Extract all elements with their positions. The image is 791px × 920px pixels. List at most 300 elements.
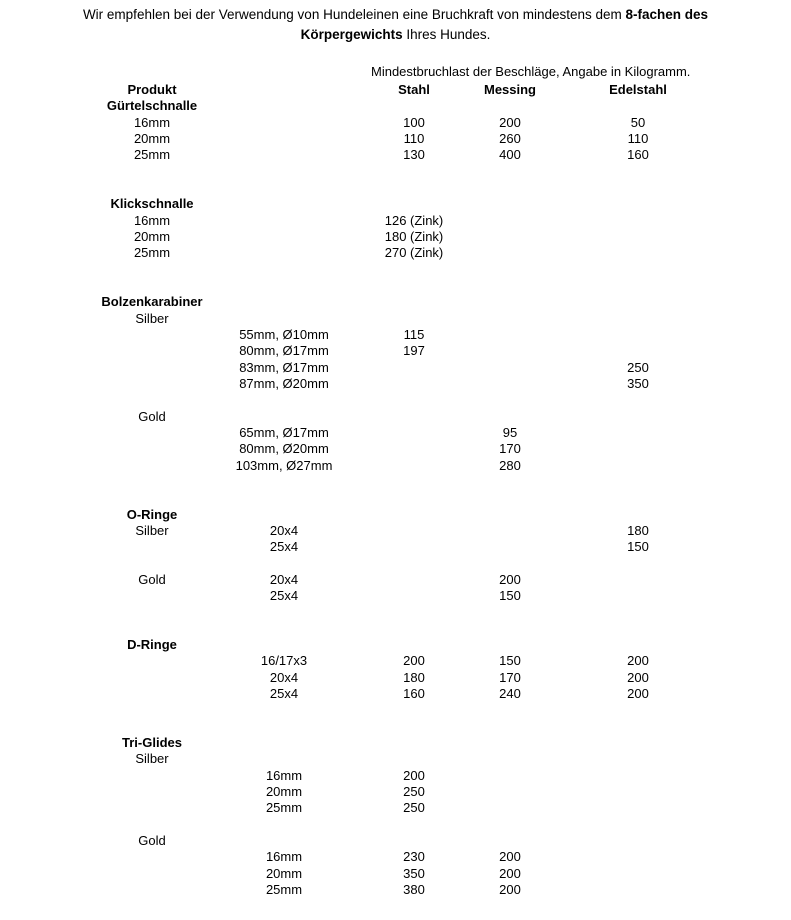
cell-produkt: Silber: [135, 310, 169, 326]
cell-stahl: [352, 833, 476, 849]
cell-messing: [476, 98, 544, 114]
cell-messing: 200: [499, 849, 521, 865]
cell-size: [216, 131, 352, 147]
cell-produkt: [88, 539, 216, 555]
cell-stahl: [352, 817, 476, 833]
cell-edelstahl: [544, 507, 732, 523]
cell-edelstahl: [544, 882, 732, 898]
cell-stahl: [352, 98, 476, 114]
cell-produkt: Bolzenkarabiner: [101, 294, 203, 310]
table-row: [88, 392, 732, 408]
cell-produkt: Gold: [138, 833, 166, 849]
table-row: [88, 751, 732, 767]
cell-edelstahl: [544, 213, 732, 229]
cell-stahl: [352, 262, 476, 278]
table-row: [88, 376, 732, 392]
cell-size: [216, 621, 352, 637]
cell-produkt: 25mm: [133, 245, 171, 261]
cell-size: [216, 311, 352, 327]
table-row: [88, 245, 732, 261]
cell-size: 25mm: [265, 800, 303, 816]
table-row: [88, 817, 732, 833]
cell-messing: [476, 784, 544, 800]
cell-size: [216, 213, 352, 229]
cell-produkt: [88, 262, 216, 278]
table-row: [88, 556, 732, 572]
table-row: [88, 735, 732, 751]
cell-size: [216, 229, 352, 245]
cell-edelstahl: [544, 621, 732, 637]
cell-size: [216, 490, 352, 506]
cell-edelstahl: [544, 556, 732, 572]
cell-produkt: [88, 588, 216, 604]
column-header-edelstahl: Edelstahl: [609, 82, 667, 97]
cell-produkt: Gürtelschnalle: [106, 98, 198, 114]
cell-size: [216, 180, 352, 196]
table-row: [88, 115, 732, 131]
cell-stahl: [352, 425, 476, 441]
cell-messing: [476, 507, 544, 523]
cell-stahl: [352, 556, 476, 572]
cell-messing: [476, 392, 544, 408]
table-row: [88, 474, 732, 490]
cell-edelstahl: [544, 735, 732, 751]
table-row: [88, 702, 732, 718]
cell-size: [216, 833, 352, 849]
cell-size: 25x4: [269, 539, 299, 555]
cell-produkt: [88, 180, 216, 196]
cell-edelstahl: [544, 164, 732, 180]
cell-messing: 95: [502, 424, 518, 440]
cell-edelstahl: [544, 474, 732, 490]
cell-edelstahl: [544, 768, 732, 784]
cell-size: [216, 474, 352, 490]
cell-messing: [476, 523, 544, 539]
cell-size: [216, 196, 352, 212]
cell-stahl: [352, 278, 476, 294]
cell-size: [216, 294, 352, 310]
cell-stahl: 270 (Zink): [384, 245, 444, 261]
cell-size: 103mm, Ø27mm: [235, 457, 333, 473]
cell-edelstahl: [544, 392, 732, 408]
cell-produkt: [88, 360, 216, 376]
cell-produkt: [88, 800, 216, 816]
cell-edelstahl: [544, 866, 732, 882]
cell-messing: 260: [499, 130, 521, 146]
cell-messing: 150: [499, 653, 521, 669]
cell-produkt: D-Ringe: [127, 637, 177, 653]
cell-stahl: [352, 180, 476, 196]
table-row: [88, 409, 732, 425]
cell-size: [216, 245, 352, 261]
cell-size: 25mm: [265, 882, 303, 898]
cell-size: 80mm, Ø20mm: [239, 441, 329, 457]
cell-stahl: 230: [403, 849, 425, 865]
cell-produkt: 20mm: [133, 228, 171, 244]
cell-edelstahl: [544, 196, 732, 212]
cell-edelstahl: [544, 588, 732, 604]
cell-size: [216, 702, 352, 718]
intro-paragraph: [0, 5, 791, 46]
table-row: [88, 800, 732, 816]
cell-stahl: 380: [403, 882, 425, 898]
cell-size: 20x4: [269, 571, 299, 587]
table-row: [88, 866, 732, 882]
cell-messing: [476, 294, 544, 310]
cell-messing: 280: [499, 457, 521, 473]
cell-messing: [476, 621, 544, 637]
table-row: [88, 327, 732, 343]
cell-edelstahl: [544, 849, 732, 865]
cell-stahl: 100: [403, 114, 425, 130]
cell-stahl: [352, 637, 476, 653]
table-row: [88, 686, 732, 702]
cell-size: [216, 735, 352, 751]
column-header-messing: Messing: [483, 82, 536, 97]
cell-messing: [476, 833, 544, 849]
cell-produkt: Silber: [135, 751, 169, 767]
intro-text-bold: 8-fachen des: [625, 7, 709, 22]
cell-stahl: [352, 409, 476, 425]
cell-edelstahl: [544, 262, 732, 278]
cell-stahl: [352, 441, 476, 457]
cell-produkt: [88, 556, 216, 572]
table-row: [88, 637, 732, 653]
cell-produkt: [88, 784, 216, 800]
cell-stahl: [352, 196, 476, 212]
cell-produkt: [88, 849, 216, 865]
cell-edelstahl: 250: [627, 359, 649, 375]
cell-edelstahl: [544, 817, 732, 833]
cell-stahl: 110: [403, 130, 425, 146]
cell-edelstahl: 200: [627, 669, 649, 685]
table-row: [88, 164, 732, 180]
cell-produkt: [88, 392, 216, 408]
cell-size: [216, 556, 352, 572]
cell-produkt: [88, 605, 216, 621]
cell-stahl: 250: [403, 800, 425, 816]
cell-edelstahl: [544, 425, 732, 441]
table-row: [88, 131, 732, 147]
cell-size: 55mm, Ø10mm: [239, 326, 329, 342]
cell-produkt: [88, 768, 216, 784]
cell-messing: [476, 196, 544, 212]
cell-edelstahl: [544, 800, 732, 816]
cell-produkt: [88, 653, 216, 669]
cell-edelstahl: 160: [627, 147, 649, 163]
table-row: [88, 588, 732, 604]
table-row: [88, 572, 732, 588]
cell-messing: [476, 474, 544, 490]
cell-edelstahl: [544, 833, 732, 849]
table-row: [88, 670, 732, 686]
cell-produkt: 16mm: [133, 212, 171, 228]
cell-produkt: [88, 327, 216, 343]
table-row: [88, 849, 732, 865]
cell-size: 20x4: [269, 522, 299, 538]
breaking-load-table: [88, 82, 732, 898]
table-row: [88, 605, 732, 621]
cell-messing: [476, 768, 544, 784]
cell-messing: [476, 637, 544, 653]
cell-stahl: 126 (Zink): [384, 212, 444, 228]
cell-size: [216, 392, 352, 408]
cell-stahl: 200: [403, 767, 425, 783]
table-row: [88, 768, 732, 784]
cell-stahl: 160: [403, 686, 425, 702]
cell-produkt: Klickschnalle: [110, 196, 194, 212]
cell-edelstahl: [544, 605, 732, 621]
cell-produkt: [88, 817, 216, 833]
cell-produkt: [88, 621, 216, 637]
cell-messing: [476, 751, 544, 767]
cell-messing: [476, 817, 544, 833]
table-row: [88, 147, 732, 163]
cell-edelstahl: [544, 490, 732, 506]
cell-size: [216, 262, 352, 278]
cell-stahl: [352, 751, 476, 767]
cell-produkt: Gold: [138, 571, 166, 587]
cell-size: 20mm: [265, 865, 303, 881]
cell-stahl: [352, 392, 476, 408]
cell-edelstahl: [544, 180, 732, 196]
table-row: [88, 311, 732, 327]
cell-messing: [476, 800, 544, 816]
cell-produkt: [88, 702, 216, 718]
cell-size: 20x4: [269, 669, 299, 685]
cell-produkt: Gold: [138, 408, 166, 424]
table-row: [88, 425, 732, 441]
table-row: [88, 490, 732, 506]
cell-messing: [476, 556, 544, 572]
cell-messing: [476, 605, 544, 621]
cell-size: 16/17x3: [260, 653, 308, 669]
table-body: [88, 98, 732, 898]
cell-edelstahl: 350: [627, 375, 649, 391]
table-row: [88, 539, 732, 555]
cell-produkt: Silber: [135, 522, 169, 538]
cell-size: 25x4: [269, 588, 299, 604]
table-row: [88, 507, 732, 523]
cell-size: [216, 637, 352, 653]
cell-messing: [476, 213, 544, 229]
cell-stahl: 350: [403, 865, 425, 881]
table-row: [88, 833, 732, 849]
cell-messing: [476, 735, 544, 751]
table-header-row: [88, 82, 732, 98]
cell-stahl: 180 (Zink): [384, 228, 444, 244]
cell-size: 25x4: [269, 686, 299, 702]
cell-messing: [476, 180, 544, 196]
table-row: [88, 784, 732, 800]
cell-size: [216, 605, 352, 621]
cell-size: [216, 278, 352, 294]
cell-stahl: [352, 539, 476, 555]
cell-produkt: O-Ringe: [126, 506, 178, 522]
cell-stahl: 250: [403, 784, 425, 800]
cell-size: 20mm: [265, 784, 303, 800]
cell-messing: 200: [499, 865, 521, 881]
table-row: [88, 653, 732, 669]
cell-edelstahl: [544, 278, 732, 294]
cell-stahl: [352, 719, 476, 735]
cell-messing: 200: [499, 882, 521, 898]
cell-stahl: [352, 458, 476, 474]
table-row: [88, 882, 732, 898]
cell-edelstahl: 180: [627, 522, 649, 538]
cell-produkt: [88, 425, 216, 441]
cell-edelstahl: [544, 572, 732, 588]
table-row: [88, 458, 732, 474]
cell-messing: [476, 490, 544, 506]
cell-size: 16mm: [265, 767, 303, 783]
cell-stahl: [352, 735, 476, 751]
cell-produkt: [88, 719, 216, 735]
cell-stahl: [352, 311, 476, 327]
cell-messing: [476, 719, 544, 735]
table-row: [88, 719, 732, 735]
cell-produkt: 20mm: [133, 130, 171, 146]
cell-messing: [476, 278, 544, 294]
cell-size: [216, 751, 352, 767]
cell-size: [216, 164, 352, 180]
cell-stahl: 130: [403, 147, 425, 163]
cell-size: [216, 507, 352, 523]
cell-produkt: Tri-Glides: [122, 735, 182, 751]
cell-messing: [476, 360, 544, 376]
cell-edelstahl: [544, 229, 732, 245]
cell-stahl: [352, 702, 476, 718]
cell-messing: 200: [499, 114, 521, 130]
cell-edelstahl: [544, 458, 732, 474]
cell-messing: 200: [499, 571, 521, 587]
cell-size: [216, 147, 352, 163]
table-row: [88, 213, 732, 229]
cell-edelstahl: 150: [627, 539, 649, 555]
cell-edelstahl: [544, 98, 732, 114]
cell-edelstahl: 200: [627, 653, 649, 669]
cell-stahl: [352, 164, 476, 180]
cell-edelstahl: [544, 719, 732, 735]
cell-edelstahl: [544, 784, 732, 800]
intro-text-bold: Körpergewichts: [300, 27, 403, 43]
cell-stahl: [352, 605, 476, 621]
cell-messing: [476, 164, 544, 180]
table-caption: Mindestbruchlast der Beschläge, Angabe in Kilogramm.: [371, 64, 691, 79]
cell-stahl: [352, 376, 476, 392]
table-row: [88, 360, 732, 376]
cell-edelstahl: [544, 637, 732, 653]
cell-messing: 170: [499, 669, 521, 685]
cell-size: 80mm, Ø17mm: [239, 343, 329, 359]
column-header-size: [216, 82, 352, 98]
cell-messing: [476, 311, 544, 327]
cell-size: 83mm, Ø17mm: [239, 359, 329, 375]
cell-edelstahl: 200: [627, 686, 649, 702]
cell-produkt: [88, 376, 216, 392]
cell-size: [216, 719, 352, 735]
column-header-stahl: Stahl: [398, 82, 430, 97]
cell-stahl: [352, 507, 476, 523]
cell-messing: [476, 702, 544, 718]
table-row: [88, 98, 732, 114]
intro-line-1: [0, 5, 791, 25]
cell-messing: [476, 376, 544, 392]
column-header-produkt: Produkt: [127, 82, 177, 97]
cell-produkt: [88, 490, 216, 506]
table-row: [88, 180, 732, 196]
cell-produkt: [88, 866, 216, 882]
cell-produkt: 25mm: [133, 147, 171, 163]
cell-produkt: [88, 686, 216, 702]
cell-size: [216, 409, 352, 425]
cell-edelstahl: [544, 343, 732, 359]
cell-messing: [476, 262, 544, 278]
cell-messing: 240: [499, 686, 521, 702]
cell-produkt: [88, 441, 216, 457]
cell-messing: [476, 229, 544, 245]
cell-edelstahl: 110: [627, 130, 649, 146]
cell-messing: [476, 539, 544, 555]
cell-stahl: [352, 621, 476, 637]
cell-messing: [476, 409, 544, 425]
table-row: [88, 262, 732, 278]
cell-edelstahl: 50: [630, 114, 646, 130]
table-row: [88, 196, 732, 212]
intro-text: Wir empfehlen bei der Verwendung von Hundeleinen eine Bruchkraft von mindestens dem: [82, 7, 626, 22]
table-row: [88, 523, 732, 539]
table-row: [88, 278, 732, 294]
cell-edelstahl: [544, 327, 732, 343]
cell-stahl: 180: [403, 669, 425, 685]
cell-edelstahl: [544, 294, 732, 310]
cell-size: [216, 115, 352, 131]
cell-stahl: [352, 588, 476, 604]
cell-edelstahl: [544, 409, 732, 425]
cell-messing: 400: [499, 147, 521, 163]
cell-edelstahl: [544, 311, 732, 327]
cell-produkt: [88, 670, 216, 686]
cell-messing: 170: [499, 441, 521, 457]
cell-stahl: [352, 360, 476, 376]
table-row: [88, 621, 732, 637]
cell-edelstahl: [544, 751, 732, 767]
cell-messing: [476, 343, 544, 359]
cell-size: [216, 98, 352, 114]
cell-edelstahl: [544, 245, 732, 261]
table-row: [88, 343, 732, 359]
cell-stahl: [352, 490, 476, 506]
cell-produkt: [88, 278, 216, 294]
cell-stahl: [352, 294, 476, 310]
cell-stahl: [352, 523, 476, 539]
table-row: [88, 441, 732, 457]
cell-messing: [476, 327, 544, 343]
cell-produkt: [88, 458, 216, 474]
cell-edelstahl: [544, 702, 732, 718]
table-row: [88, 294, 732, 310]
cell-messing: 150: [499, 588, 521, 604]
table-row: [88, 229, 732, 245]
cell-stahl: 197: [403, 343, 425, 359]
cell-produkt: 16mm: [133, 114, 171, 130]
intro-text: Ihres Hundes.: [402, 27, 491, 43]
cell-stahl: [352, 474, 476, 490]
cell-produkt: [88, 164, 216, 180]
cell-produkt: [88, 882, 216, 898]
cell-produkt: [88, 474, 216, 490]
cell-size: 16mm: [265, 849, 303, 865]
